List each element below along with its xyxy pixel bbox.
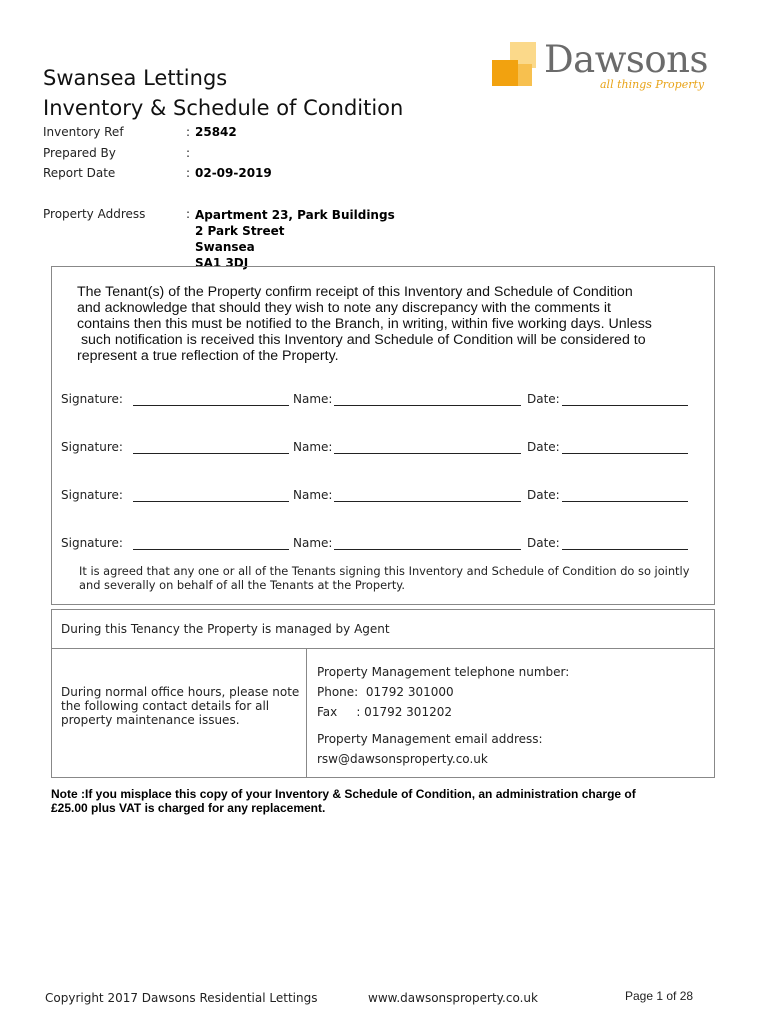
office-hours-line: the following contact details for all — [61, 699, 270, 713]
logo-wordmark: Dawsons — [544, 38, 708, 81]
name-line[interactable] — [334, 501, 521, 502]
date-label: Date: — [527, 488, 560, 502]
ack-line: contains then this must be notified to the Branch, in writing, within five working days. Unless — [77, 316, 652, 332]
ack-line: and acknowledge that should they wish to note any discrepancy with the comments it — [77, 300, 611, 316]
date-label: Date: — [527, 440, 560, 454]
agree-line: It is agreed that any one or all of the Tenants signing this Inventory and Schedule of Condition do so jointly — [79, 564, 690, 578]
signature-label: Signature: — [61, 488, 123, 502]
name-line[interactable] — [334, 453, 521, 454]
address-line: Apartment 23, Park Buildings — [195, 208, 395, 222]
date-label: Date: — [527, 392, 560, 406]
footer-copyright: Copyright 2017 Dawsons Residential Lettings — [45, 991, 318, 1005]
agree-line: and severally on behalf of all the Tenants at the Property. — [79, 578, 406, 592]
ack-line: such notification is received this Inventory and Schedule of Condition will be considered to — [77, 332, 646, 348]
note-line: £25.00 plus VAT is charged for any replacement. — [51, 801, 326, 815]
name-label: Name: — [293, 536, 333, 550]
ack-line: The Tenant(s) of the Property confirm receipt of this Inventory and Schedule of Condition — [77, 284, 633, 300]
address-line: 2 Park Street — [195, 224, 285, 238]
inventory-ref-colon: : — [186, 125, 191, 139]
phone-number: Phone: 01792 301000 — [317, 685, 454, 699]
name-label: Name: — [293, 488, 333, 502]
replacement-charge-note — [51, 787, 731, 815]
prepared-by-label: Prepared By — [43, 146, 116, 160]
name-label: Name: — [293, 440, 333, 454]
address-line: SA1 3DJ — [195, 256, 249, 270]
prepared-by-colon: : — [186, 146, 191, 160]
page-title-line1: Swansea Lettings — [43, 66, 228, 90]
fax-number: Fax : 01792 301202 — [317, 705, 452, 719]
signature-line[interactable] — [133, 501, 289, 502]
date-line[interactable] — [562, 549, 688, 550]
signature-label: Signature: — [61, 536, 123, 550]
office-hours-line: During normal office hours, please note — [61, 685, 300, 699]
acknowledgement-text — [77, 284, 707, 364]
note-line: Note :If you misplace this copy of your Inventory & Schedule of Condition, an administration charge of — [51, 787, 636, 801]
signature-line[interactable] — [133, 549, 289, 550]
page-title-line2: Inventory & Schedule of Condition — [43, 96, 404, 120]
email-label: Property Management email address: — [317, 732, 543, 746]
signature-label: Signature: — [61, 392, 123, 406]
footer-page-number: Page 1 of 28 — [625, 989, 694, 1003]
report-date-colon: : — [186, 166, 191, 180]
address-line: Swansea — [195, 240, 255, 254]
date-label: Date: — [527, 536, 560, 550]
logo-tagline: all things Property — [600, 78, 705, 91]
dawsons-logo — [490, 40, 720, 96]
email-link[interactable]: rsw@dawsonsproperty.co.uk — [317, 752, 488, 766]
signature-line[interactable] — [133, 405, 289, 406]
property-address-label: Property Address — [43, 207, 146, 221]
name-label: Name: — [293, 392, 333, 406]
signature-label: Signature: — [61, 440, 123, 454]
ack-line: represent a true reflection of the Property. — [77, 348, 339, 364]
joint-agreement-text — [79, 564, 709, 592]
office-hours-note — [61, 685, 301, 727]
signature-line[interactable] — [133, 453, 289, 454]
office-hours-line: property maintenance issues. — [61, 713, 240, 727]
tel-label: Property Management telephone number: — [317, 665, 570, 679]
name-line[interactable] — [334, 405, 521, 406]
inventory-ref-label: Inventory Ref — [43, 125, 124, 139]
property-address-value — [195, 207, 395, 271]
report-date-label: Report Date — [43, 166, 116, 180]
footer-website[interactable]: www.dawsonsproperty.co.uk — [368, 991, 538, 1005]
agent-heading: During this Tenancy the Property is managed by Agent — [61, 622, 390, 636]
inventory-ref-value: 25842 — [195, 125, 237, 139]
date-line[interactable] — [562, 453, 688, 454]
agent-box-divider — [51, 648, 715, 649]
logo-square-orange-icon — [492, 60, 518, 86]
report-date-value: 02-09-2019 — [195, 166, 272, 180]
logo-square-mid-icon — [518, 64, 532, 86]
name-line[interactable] — [334, 549, 521, 550]
property-address-colon: : — [186, 207, 191, 221]
date-line[interactable] — [562, 501, 688, 502]
date-line[interactable] — [562, 405, 688, 406]
agent-box-column-divider — [306, 648, 307, 778]
